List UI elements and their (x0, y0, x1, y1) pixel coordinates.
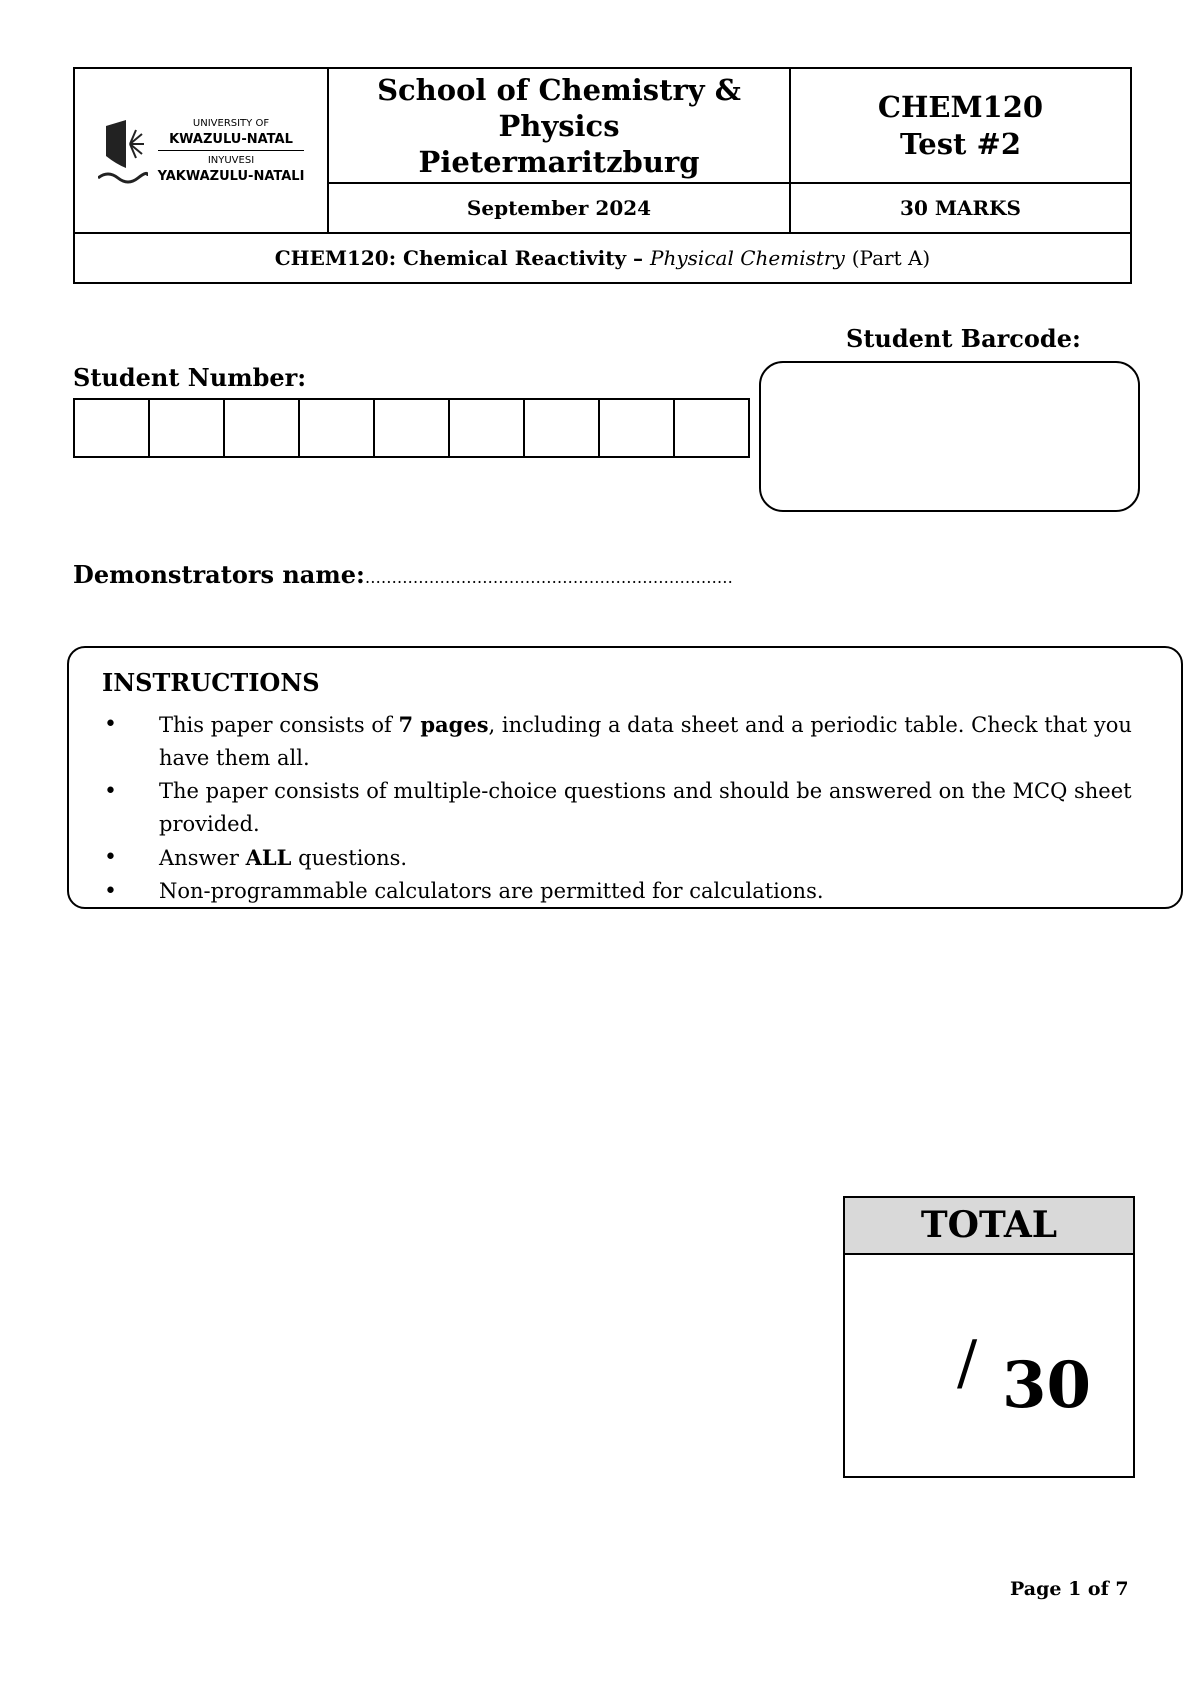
module-name: CHEM120: Chemical Reactivity – (274, 246, 644, 270)
school-line1: School of Chemistry & (377, 72, 741, 107)
digit-box[interactable] (75, 400, 150, 456)
total-out-of: 30 (1002, 1348, 1092, 1423)
module-title (74, 233, 1131, 283)
digit-box[interactable] (450, 400, 525, 456)
logo-line3: INYUVESI (207, 155, 255, 166)
logo-line4: YAKWAZULU-NATALI (157, 169, 305, 184)
total-box (843, 1196, 1135, 1478)
shield-emblem-icon (98, 116, 148, 186)
demonstrator-field[interactable]: …………………………………………………………… (364, 568, 733, 587)
digit-box[interactable] (600, 400, 675, 456)
total-title: TOTAL (845, 1198, 1133, 1255)
instruction-item: • Non-programmable calculators are permitted for calculations. (102, 875, 1152, 908)
test-name: Test #2 (900, 126, 1021, 161)
school-line2: Physics (498, 108, 620, 143)
digit-box[interactable] (375, 400, 450, 456)
demonstrator-label: Demonstrators name: (73, 560, 365, 589)
barcode-box[interactable] (759, 361, 1140, 512)
student-number-grid[interactable] (73, 398, 750, 458)
university-logo (75, 116, 327, 186)
header-table (73, 67, 1132, 284)
digit-box[interactable] (675, 400, 748, 456)
student-number-label: Student Number: (73, 363, 307, 392)
instruction-item: • Answer ALL questions. (102, 841, 1152, 875)
school-line3: Pietermaritzburg (418, 144, 700, 179)
course-cell (790, 68, 1131, 183)
module-part: (Part A) (851, 246, 931, 270)
total-marks: 30 MARKS (790, 183, 1131, 233)
course-code: CHEM120 (877, 89, 1044, 124)
module-subject: Physical Chemistry (650, 246, 845, 270)
barcode-label: Student Barcode: (846, 324, 1081, 353)
logo-line2: KWAZULU-NATAL (169, 132, 293, 147)
instruction-item: • This paper consists of 7 pages, including a data sheet and a periodic table. Check that you have them all. (102, 708, 1152, 775)
digit-box[interactable] (525, 400, 600, 456)
digit-box[interactable] (150, 400, 225, 456)
demonstrator-line[interactable] (73, 560, 733, 589)
logo-cell (74, 68, 328, 233)
test-date: September 2024 (328, 183, 790, 233)
instructions-box (67, 646, 1183, 909)
total-slash: / (957, 1328, 978, 1398)
logo-line1: UNIVERSITY OF (192, 118, 270, 129)
digit-box[interactable] (225, 400, 300, 456)
digit-box[interactable] (300, 400, 375, 456)
instructions-list (102, 708, 1152, 908)
school-cell (328, 68, 790, 183)
instruction-item: • The paper consists of multiple-choice questions and should be answered on the MCQ sheet provided. (102, 775, 1152, 841)
logo-text (158, 116, 305, 185)
page-number: Page 1 of 7 (1010, 1578, 1129, 1600)
instructions-title: INSTRUCTIONS (102, 668, 320, 697)
